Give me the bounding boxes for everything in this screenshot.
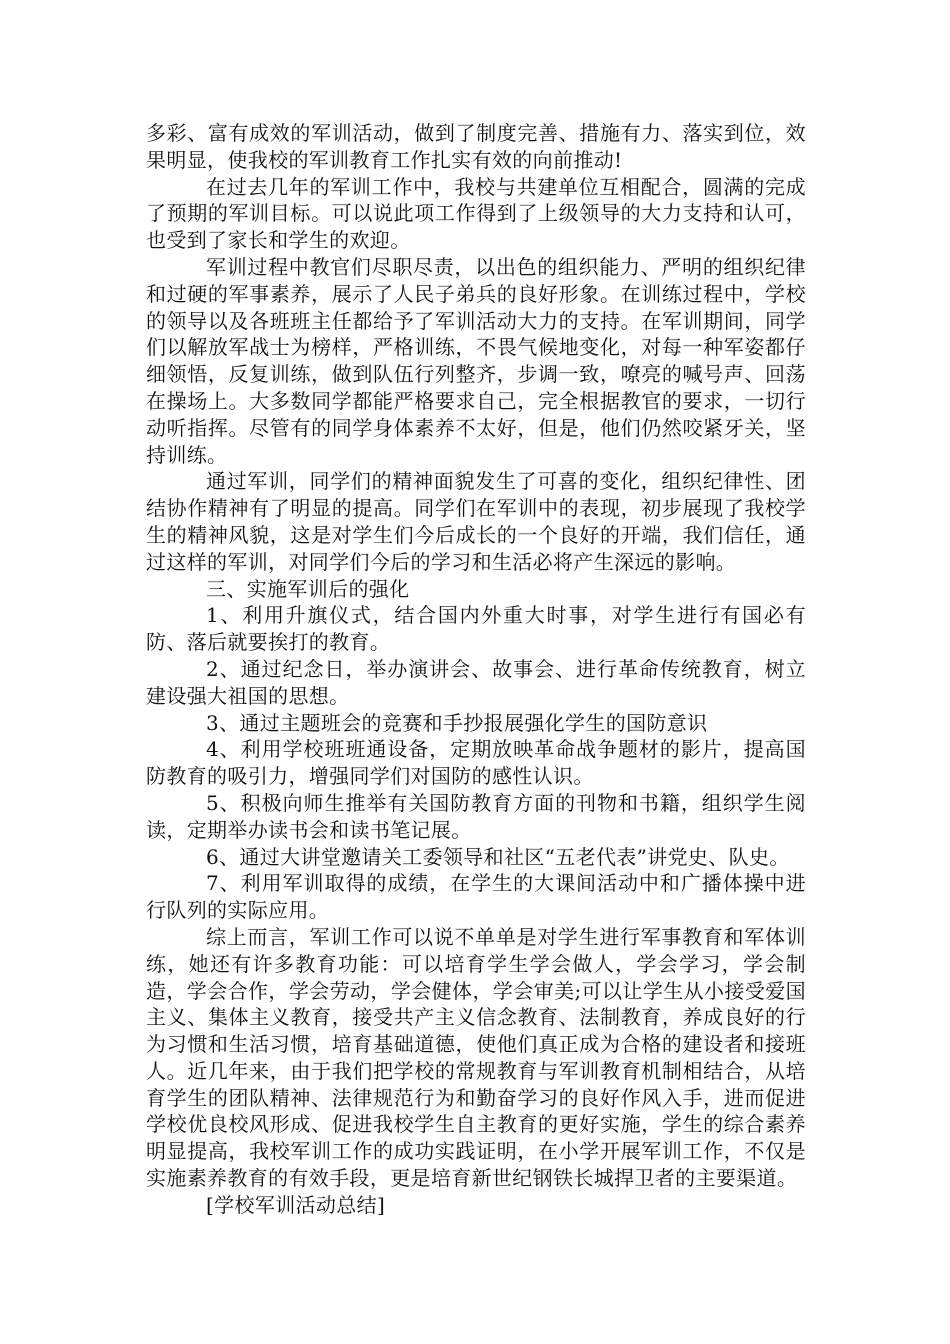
list-item-3: 3、通过主题班会的竞赛和手抄报展强化学生的国防意识 (206, 710, 708, 735)
paragraph-training-process: 军训过程中教官们尽职尽责，以出色的组织能力、严明的组织纪律和过硬的军事素养，展示了人民子弟兵的良好形象。在训练过程中，学校的领导以及各班班主任都给予了军训活动大力的支持。在军训期间，同学们以解放军战士为榜样，严格训练，不畏气候地变化，对每一种军姿都仔细领悟，反复训练，做到队伍行列整齐，步调一致，嘹亮的喊号声、回荡在操场上。大多数同学都能严格要求自己，完全根据教官的要求，一切行动听指挥。尽管有的同学身体素养不太好，但是，他们仍然咬紧牙关，坚持训练。 (146, 254, 806, 467)
paragraph-past-years: 在过去几年的军训工作中，我校与共建单位互相配合，圆满的完成了预期的军训目标。可以说此项工作得到了上级领导的大力支持和认可，也受到了家长和学生的欢迎。 (146, 174, 806, 253)
list-item-2: 2、通过纪念日，举办演讲会、故事会、进行革命传统教育，树立建设强大祖国的思想。 (146, 656, 806, 708)
list-item-7: 7、利用军训取得的成绩，在学生的大课间活动中和广播体操中进行队列的实际应用。 (146, 871, 806, 923)
paragraph-conclusion: 综上而言，军训工作可以说不单单是对学生进行军事教育和军体训练，她还有许多教育功能：可以培育学生学会做人，学会学习，学会制造，学会合作，学会劳动，学会健体，学会审美;可以让学生从小接受爱国主义、集体主义教育，接受共产主义信念教育、法制教育，养成良好的行为习惯和生活习惯，培育基础道德，使他们真正成为合格的建设者和接班人。近几年来，由于我们把学校的常规教育与军训教育机制相结合，从培育学生的团队精神、法律规范行为和勤奋学习的良好作风入手，进而促进学校优良校风形成、促进我校学生自主教育的更好实施，学生的综合素养明显提高，我校军训工作的成功实践证明，在小学开展军训工作，不仅是实施素养教育的有效手段，更是培育新世纪钢铁长城捍卫者的主要渠道。 (146, 924, 806, 1191)
document-body (146, 120, 806, 1219)
list-item-1: 1、利用升旗仪式，结合国内外重大时事，对学生进行有国必有防、落后就要挨打的教育。 (146, 603, 806, 655)
paragraph-intro-continuation: 多彩、富有成效的军训活动，做到了制度完善、措施有力、落实到位，效果明显，使我校的军训教育工作扎实有效的向前推动! (146, 121, 806, 172)
section-heading-reinforcement: 三、实施军训后的强化 (206, 576, 410, 601)
list-item-5: 5、积极向师生推举有关国防教育方面的刊物和书籍，组织学生阅读，定期举办读书会和读书笔记展。 (146, 790, 806, 842)
document-title-tag: [学校军训活动总结] (206, 1192, 386, 1217)
paragraph-training-effects: 通过军训，同学们的精神面貌发生了可喜的变化，组织纪律性、团结协作精神有了明显的提高。同学们在军训中的表现，初步展现了我校学生的精神风貌，这是对学生们今后成长的一个良好的开端，我们信任，通过这样的军训，对同学们今后的学习和生活必将产生深远的影响。 (146, 469, 806, 574)
list-item-6: 6、通过大讲堂邀请关工委领导和社区“五老代表”讲党史、队史。 (206, 844, 790, 869)
list-item-4: 4、利用学校班班通设备，定期放映革命战争题材的影片，提高国防教育的吸引力，增强同学们对国防的感性认识。 (146, 737, 806, 789)
